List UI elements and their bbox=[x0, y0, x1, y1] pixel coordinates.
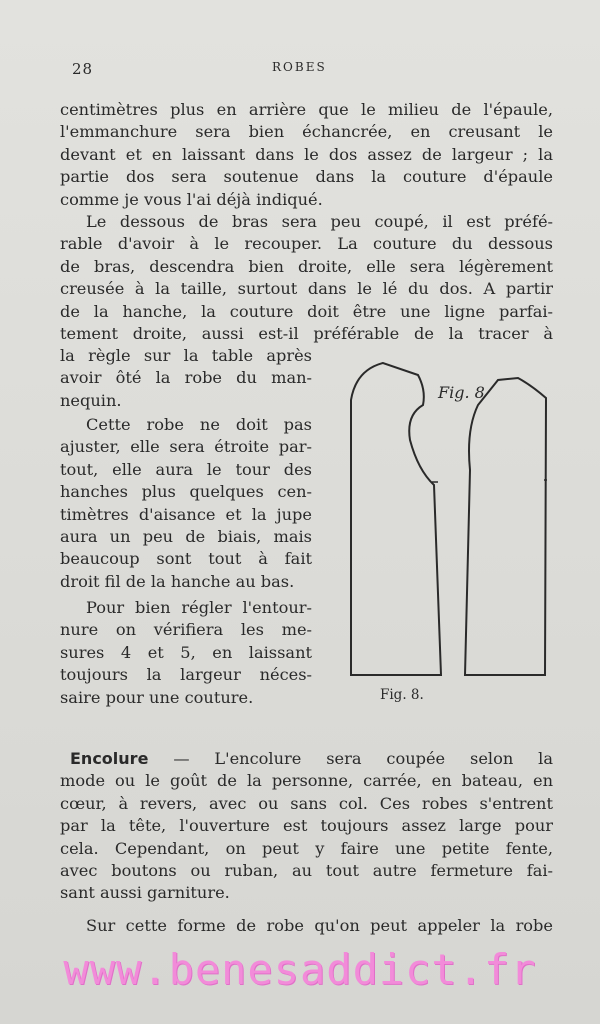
figure-8 bbox=[348, 360, 553, 690]
paragraph-4 bbox=[60, 597, 312, 709]
text-line: creusée à la taille, surtout dans le lé du dos. A partir bbox=[60, 279, 553, 299]
text-line: l'emmanchure sera bien échancrée, en creusant le bbox=[60, 122, 553, 142]
pattern-drawing bbox=[348, 360, 553, 690]
text-line: de la hanche, la couture doit être une ligne parfai- bbox=[60, 301, 553, 321]
figure-inline-label: Fig. 8 bbox=[438, 383, 485, 402]
text-line: droit fil de la hanche au bas. bbox=[60, 571, 295, 591]
paragraph-2-column bbox=[60, 345, 312, 412]
text-line: mode ou le goût de la personne, carrée, en bateau, en bbox=[60, 771, 553, 791]
text-line: cœur, à revers, avec ou sans col. Ces robes s'entrent bbox=[60, 793, 553, 813]
text-line bbox=[60, 748, 553, 770]
text-line: partie dos sera soutenue dans la couture d'épaule bbox=[60, 167, 553, 187]
last-paragraph bbox=[60, 915, 553, 937]
text-line: centimètres plus en arrière que le milieu de l'épaule, bbox=[60, 100, 553, 119]
text-line: rable d'avoir à le recouper. La couture du dessous bbox=[60, 234, 553, 254]
text-line: avoir ôté la robe du man- bbox=[60, 368, 312, 388]
watermark: www.benesaddict.fr bbox=[63, 945, 537, 994]
encolure-paragraph bbox=[60, 748, 553, 905]
text-line: hanches plus quelques cen- bbox=[60, 482, 312, 502]
text-line: nure on vérifiera les me- bbox=[60, 620, 312, 640]
text-line: timètres d'aisance et la jupe bbox=[60, 504, 312, 524]
text-line: devant et en laissant dans le dos assez de largeur ; la bbox=[60, 144, 553, 164]
text-line: toujours la largeur néces- bbox=[60, 665, 312, 685]
front-pattern-piece bbox=[351, 363, 441, 675]
text-line: avec boutons ou ruban, au tout autre fermeture fai- bbox=[60, 860, 553, 880]
text-line: de bras, descendra bien droite, elle sera légèrement bbox=[60, 256, 553, 276]
text-line: saire pour une couture. bbox=[60, 687, 254, 707]
text-line: tout, elle aura le tour des bbox=[60, 459, 312, 479]
text-line: nequin. bbox=[60, 390, 122, 410]
text-line: la règle sur la table après bbox=[60, 346, 312, 365]
back-pattern-piece bbox=[465, 378, 546, 675]
text-fragment: — L'encolure sera coupée selon la bbox=[173, 749, 553, 768]
paragraph-1 bbox=[60, 99, 553, 211]
page-header bbox=[72, 60, 540, 80]
text-line: par la tête, l'ouverture est toujours assez large pour bbox=[60, 816, 553, 836]
text-line: Sur cette forme de robe qu'on peut appeler la robe bbox=[86, 916, 553, 935]
text-line: aura un peu de biais, mais bbox=[60, 526, 312, 546]
text-line: tement droite, aussi est-il préférable de la tracer à bbox=[60, 323, 553, 343]
text-line: comme je vous l'ai déjà indiqué. bbox=[60, 189, 323, 209]
figure-caption: Fig. 8. bbox=[380, 687, 424, 703]
section-heading: Encolure bbox=[70, 749, 149, 768]
text-line: cela. Cependant, on peut y faire une petite fente, bbox=[60, 838, 553, 858]
text-line: sures 4 et 5, en laissant bbox=[60, 642, 312, 662]
text-line: Cette robe ne doit pas bbox=[86, 415, 312, 434]
text-line: beaucoup sont tout à fait bbox=[60, 549, 312, 569]
running-title: ROBES bbox=[272, 60, 327, 74]
page-number: 28 bbox=[72, 60, 94, 78]
text-line: sant aussi garniture. bbox=[60, 883, 230, 903]
text-line: Le dessous de bras sera peu coupé, il est préfé- bbox=[86, 212, 553, 231]
paragraph-2 bbox=[60, 211, 553, 345]
text-line: ajuster, elle sera étroite par- bbox=[60, 437, 312, 457]
paragraph-3 bbox=[60, 414, 312, 593]
text-line: Pour bien régler l'entour- bbox=[86, 598, 312, 617]
